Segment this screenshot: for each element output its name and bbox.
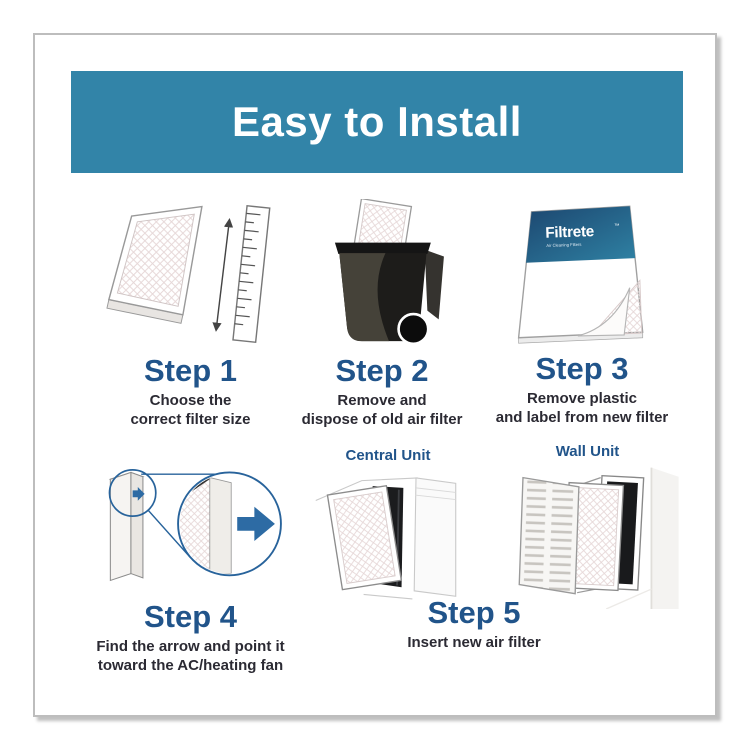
step-2-section [297, 199, 467, 429]
step-4-description: Find the arrow and point it toward the AC/heating fan [96, 638, 285, 674]
step-5-section [369, 597, 579, 652]
ruler [233, 206, 270, 342]
package-subtitle-text: Air Cleaning Filters [545, 241, 582, 248]
step-3-description: Remove plastic and label from new filter [495, 390, 669, 426]
measure-arrow [216, 220, 229, 330]
filter-side-face [131, 472, 143, 577]
page-title: Easy to Install [232, 98, 522, 145]
central-unit-icon [303, 468, 473, 608]
louvered-vent-door [518, 478, 578, 594]
wall-unit-label: Wall Unit [555, 443, 620, 460]
step-5-description: Insert new air filter [407, 634, 541, 651]
trash-bin-with-filter-icon [307, 199, 457, 349]
central-unit-label: Central Unit [345, 447, 431, 464]
central-unit-figure [303, 447, 473, 608]
bin-wheel [399, 314, 429, 344]
step-4-section [73, 445, 308, 675]
trademark-symbol: ™ [613, 223, 620, 230]
filter-front-face [110, 472, 131, 580]
step-3-title: Step 3 [535, 351, 629, 386]
filter-with-ruler-icon [93, 199, 288, 349]
step-1-section [73, 199, 308, 429]
step-1-description: Choose the correct filter size [130, 392, 251, 428]
filtrete-package-icon [500, 197, 665, 347]
bin-lid [425, 250, 444, 320]
wall-unit-figure [485, 443, 690, 609]
filtrete-logo-text: Filtrete [544, 223, 594, 242]
step-5-title: Step 5 [427, 595, 521, 630]
infographic-card [33, 33, 717, 717]
wall-unit-icon [488, 464, 688, 609]
step-4-title: Step 4 [143, 599, 238, 634]
header-banner [71, 71, 683, 173]
step-3-section [487, 197, 677, 427]
wall-corner [651, 468, 678, 609]
step-2-description: Remove and dispose of old air filter [301, 392, 463, 428]
bin-rim [335, 243, 431, 254]
step-1-title: Step 1 [143, 353, 238, 388]
filter-arrow-magnifier-icon [83, 445, 298, 595]
step-2-title: Step 2 [335, 353, 429, 388]
